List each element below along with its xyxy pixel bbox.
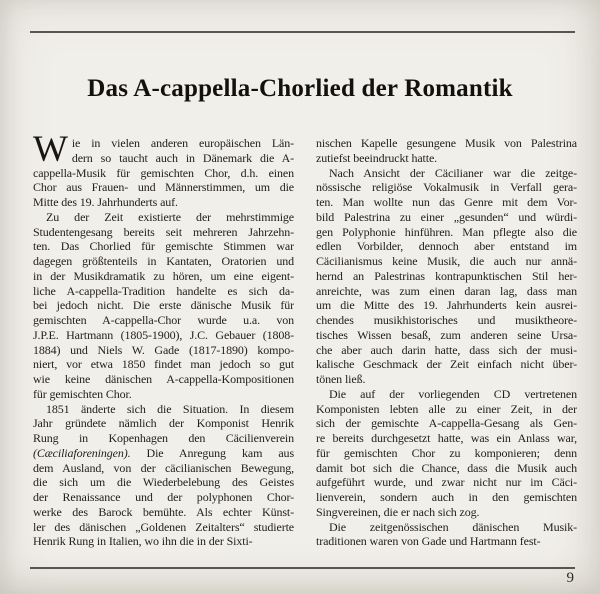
text-line: che aber auch darin hatte, dass sich der musi- xyxy=(316,342,577,357)
text-line: zutiefst beeindruckt hatte. xyxy=(316,150,438,165)
drop-cap: W xyxy=(33,136,68,170)
text-line: liche A-cappella-Tradition handelte es sich da- xyxy=(33,283,294,298)
text-line: J.P.E. Hartmann (1805-1900), J.C. Gebauer (1808- xyxy=(33,327,294,342)
paragraph xyxy=(33,136,294,210)
text-line: tönen ließ. xyxy=(316,372,366,386)
text-line: kalische Geschmack der Zeit einfach nicht über- xyxy=(316,357,577,372)
text-line: für gemischten Chor. xyxy=(33,386,132,401)
bottom-rule xyxy=(30,567,575,569)
text-line: Mitte des 19. Jahrhunderts auf. xyxy=(33,195,178,209)
text-column-right xyxy=(316,136,577,549)
text-line: für gemischten Chor zu komponieren; denn xyxy=(316,445,577,460)
text-line: der Renaissance und der polyphonen Chor- xyxy=(33,490,294,504)
text-line: nischen Kapelle gesungene Musik von Palestrina xyxy=(316,136,577,150)
paragraph xyxy=(316,387,577,520)
paragraph xyxy=(33,210,294,402)
text-line: Jahr gründete nämlich der Komponist Henrik xyxy=(33,416,294,431)
text-line: Nach Ansicht der Cäcilianer war die zeitge- xyxy=(329,165,577,180)
page-number: 9 xyxy=(566,570,574,586)
text-line: cappella-Musik für gemischten Chor, d.h. einen xyxy=(33,165,294,180)
text-line: ie in vielen anderen europäischen Län- xyxy=(71,136,294,150)
text-line: Chor aus Frauen- und Männerstimmen, um die xyxy=(33,180,294,195)
text-line: Cäcilianismus keine Musik, die auch nur annä- xyxy=(316,254,577,268)
text-line: werke des Barock bemühte. Als echter Künst- xyxy=(33,504,294,519)
text-line: niert, vor etwa 1850 findet man jedoch so gut xyxy=(33,357,294,372)
text-line: 1851 änderte sich die Situation. In diesem xyxy=(46,401,294,416)
text-line: traditionen waren von Gade und Hartmann fest- xyxy=(316,534,541,549)
text-line: ler des dänischen „Goldenen Zeitalters“ studierte xyxy=(33,519,294,534)
text-line: Henrik Rung in Italien, wo ihn die in der Sixti- xyxy=(33,534,253,549)
text-line: bei jedoch nicht. Die erste dänische Musik für xyxy=(33,298,294,313)
text-line: hernd an Palestrinas kontrapunktischen Stil her- xyxy=(316,268,577,283)
text-column-left xyxy=(33,136,294,549)
paragraph xyxy=(33,402,294,550)
text-line: bild Palestrina zu einer „gesunden“ und würdi- xyxy=(316,209,577,224)
text-line: Zu der Zeit existierte der mehrstimmige xyxy=(46,209,294,224)
text-line: Komponisten lebten alle zu einer Zeit, in der xyxy=(316,401,577,416)
text-columns xyxy=(33,136,577,549)
text-line: nössische religiöse Vokalmusik in Verfall gera- xyxy=(316,180,577,195)
text-line: edlen Vorbilder, dennoch aber entstand im xyxy=(316,239,577,254)
text-line: Die zeitgenössischen dänischen Musik- xyxy=(329,519,577,534)
text-line: dagegen größtenteils in Kantaten, Oratorien und xyxy=(33,254,294,268)
text-line: (Cæciliaforeningen). Die Anregung kam aus xyxy=(33,445,294,460)
paragraph xyxy=(316,136,577,166)
text-line: lienverein, sondern auch in den gemischten xyxy=(316,490,577,504)
text-line: 1884) und Niels W. Gade (1817-1890) kompo- xyxy=(33,342,294,357)
text-line: Singvereinen, die er nach sich zog. xyxy=(316,504,480,519)
text-line: aufgeführt wurde, und zwar nicht nur im Cäci- xyxy=(316,475,577,490)
text-line: ten. Man wollte nun das Genre mit dem Vor- xyxy=(316,195,577,209)
text-line: um die Mitte des 19. Jahrhunderts kein ausrei- xyxy=(316,298,577,313)
text-line: in der Musikdramatik zu hören, um eine eigent- xyxy=(33,268,294,283)
text-line: gen Polyphonie hinführen. Man pflegte also die xyxy=(316,224,577,239)
text-line: Studentengesang bereits seit mehreren Jahrzehn- xyxy=(33,224,294,239)
text-line: die sich um die Wiederbelebung des Geistes xyxy=(33,475,294,490)
text-line: dem Ausland, von der cäcilianischen Bewegung, xyxy=(33,460,294,475)
text-line: ten. Das Chorlied für gemischte Stimmen war xyxy=(33,239,294,254)
page-title: Das A-cappella-Chorlied der Romantik xyxy=(87,75,513,102)
text-line: chendes musikhistorisches und musiktheore- xyxy=(316,313,577,327)
text-line: damit bot sich die Chance, dass die Musik auch xyxy=(316,460,577,475)
paragraph xyxy=(316,520,577,550)
text-line: anreichte, was zum einen daran lag, dass man xyxy=(316,283,577,298)
text-line: gemischten A-cappella-Chor wurde u.a. von xyxy=(33,313,294,327)
paragraph xyxy=(316,166,577,387)
text-line: re bereits durchgesetzt hatte, was ein Anlass war, xyxy=(316,431,577,445)
text-line: Rung in Kopenhagen den Cäcilienverein xyxy=(33,431,294,445)
text-line: sich der gemischte A-cappella-Gesang als Gen- xyxy=(316,416,577,431)
text-line: wie keine dänischen A-cappella-Kompositionen xyxy=(33,372,294,386)
text-line: Die auf der vorliegenden CD vertretenen xyxy=(329,386,577,401)
text-line: tisches Wissen besaß, zum anderen seine Ursa- xyxy=(316,327,577,342)
top-rule xyxy=(30,31,575,33)
text-line: dern so taucht auch in Dänemark die A- xyxy=(71,150,294,165)
